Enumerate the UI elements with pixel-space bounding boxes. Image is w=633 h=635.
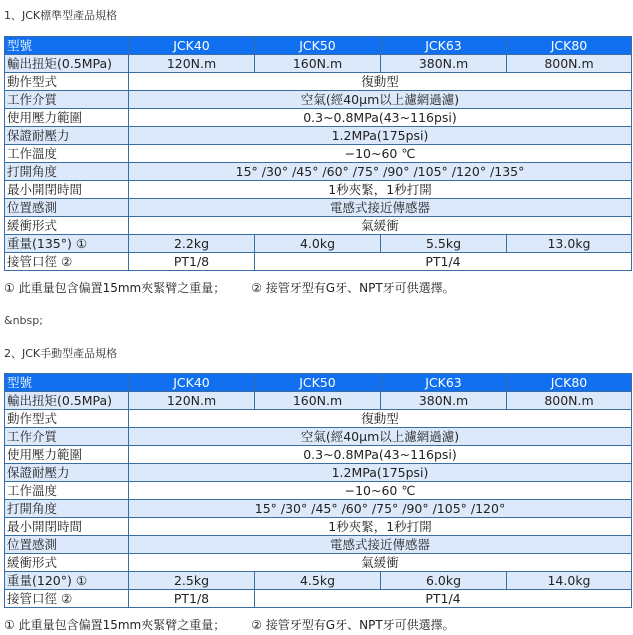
row-label-torque: 輸出扭矩(0.5MPa) (5, 55, 129, 73)
cell-time: 1秒夾緊，1秒打開 (129, 181, 632, 199)
table-row (5, 91, 632, 109)
row-label-torque: 輸出扭矩(0.5MPa) (5, 392, 129, 410)
spacer-text: &nbsp; (4, 314, 43, 327)
cell-action: 復動型 (129, 73, 632, 91)
row-label-sensor: 位置感測 (5, 536, 129, 554)
table-row (5, 73, 632, 91)
cell-temp: −10~60 ℃ (129, 145, 632, 163)
table-row (5, 518, 632, 536)
row-label-temp: 工作溫度 (5, 145, 129, 163)
row-label-angle: 打開角度 (5, 163, 129, 181)
table-row (5, 253, 632, 271)
row-label-action: 動作型式 (5, 73, 129, 91)
row-label-medium: 工作介質 (5, 428, 129, 446)
footnote-weight: ① 此重量包含偏置15mm夾緊臂之重量； (4, 281, 226, 295)
cell-weight-jck50: 4.0kg (255, 235, 381, 253)
row-label-pressure: 使用壓力範圍 (5, 109, 129, 127)
table-row (5, 590, 632, 608)
row-label-time: 最小開閉時間 (5, 518, 129, 536)
cell-time: 1秒夾緊，1秒打開 (129, 518, 632, 536)
row-label-pressure: 使用壓力範圍 (5, 446, 129, 464)
cell-angle: 15° /30° /45° /60° /75° /90° /105° /120° /135° (129, 163, 632, 181)
spec-table-standard (4, 36, 632, 271)
footnote-thread: ② 接管牙型有G牙、NPT牙可供選擇。 (251, 281, 455, 295)
row-label-weight: 重量(120°) ① (5, 572, 129, 590)
cell-port-small: PT1/8 (129, 590, 255, 608)
table-row (5, 500, 632, 518)
cell-weight-jck80: 14.0kg (507, 572, 632, 590)
table-row (5, 199, 632, 217)
cell-torque-jck80: 800N.m (507, 55, 632, 73)
cell-torque-jck50: 160N.m (255, 55, 381, 73)
table-row (5, 55, 632, 73)
cell-proof: 1.2MPa(175psi) (129, 127, 632, 145)
cell-weight-jck40: 2.5kg (129, 572, 255, 590)
table-header-row (5, 37, 632, 55)
cell-cushion: 氣緩衝 (129, 217, 632, 235)
table-row (5, 410, 632, 428)
header-jck50: JCK50 (255, 374, 381, 392)
header-jck80: JCK80 (507, 37, 632, 55)
row-label-port: 接管口徑 ② (5, 590, 129, 608)
cell-weight-jck50: 4.5kg (255, 572, 381, 590)
cell-weight-jck63: 5.5kg (381, 235, 507, 253)
cell-pressure: 0.3~0.8MPa(43~116psi) (129, 109, 632, 127)
cell-torque-jck63: 380N.m (381, 392, 507, 410)
cell-cushion: 氣緩衝 (129, 554, 632, 572)
cell-port-small: PT1/8 (129, 253, 255, 271)
row-label-temp: 工作溫度 (5, 482, 129, 500)
table-row (5, 109, 632, 127)
table-row (5, 446, 632, 464)
table-row (5, 181, 632, 199)
section-1-title: 1、JCK標準型產品規格 (4, 9, 118, 22)
cell-weight-jck63: 6.0kg (381, 572, 507, 590)
table-row (5, 127, 632, 145)
header-jck40: JCK40 (129, 37, 255, 55)
table-row (5, 145, 632, 163)
cell-torque-jck80: 800N.m (507, 392, 632, 410)
footnote-line (4, 279, 455, 296)
cell-action: 復動型 (129, 410, 632, 428)
row-label-cushion: 緩衝形式 (5, 217, 129, 235)
cell-pressure: 0.3~0.8MPa(43~116psi) (129, 446, 632, 464)
cell-torque-jck50: 160N.m (255, 392, 381, 410)
table-row (5, 217, 632, 235)
row-label-proof: 保證耐壓力 (5, 464, 129, 482)
cell-torque-jck63: 380N.m (381, 55, 507, 73)
cell-medium: 空氣(經40μm以上濾網過濾) (129, 428, 632, 446)
table-header-row (5, 374, 632, 392)
cell-torque-jck40: 120N.m (129, 392, 255, 410)
table-row (5, 464, 632, 482)
row-label-medium: 工作介質 (5, 91, 129, 109)
row-label-time: 最小開閉時間 (5, 181, 129, 199)
table-row (5, 392, 632, 410)
cell-medium: 空氣(經40μm以上濾網過濾) (129, 91, 632, 109)
row-label-angle: 打開角度 (5, 500, 129, 518)
header-jck63: JCK63 (381, 374, 507, 392)
cell-angle: 15° /30° /45° /60° /75° /90° /105° /120° (129, 500, 632, 518)
cell-torque-jck40: 120N.m (129, 55, 255, 73)
table-row (5, 554, 632, 572)
table-row (5, 536, 632, 554)
cell-sensor: 電感式接近傳感器 (129, 199, 632, 217)
cell-port-large: PT1/4 (255, 253, 632, 271)
row-label-port: 接管口徑 ② (5, 253, 129, 271)
table-row (5, 428, 632, 446)
cell-weight-jck80: 13.0kg (507, 235, 632, 253)
header-jck50: JCK50 (255, 37, 381, 55)
table-row (5, 482, 632, 500)
cell-sensor: 電感式接近傳感器 (129, 536, 632, 554)
header-jck40: JCK40 (129, 374, 255, 392)
row-label-sensor: 位置感測 (5, 199, 129, 217)
header-model: 型號 (5, 37, 129, 55)
header-model: 型號 (5, 374, 129, 392)
header-jck63: JCK63 (381, 37, 507, 55)
header-jck80: JCK80 (507, 374, 632, 392)
footnote-thread: ② 接管牙型有G牙、NPT牙可供選擇。 (251, 618, 455, 632)
cell-temp: −10~60 ℃ (129, 482, 632, 500)
section-2-title: 2、JCK手動型產品規格 (4, 347, 118, 360)
row-label-cushion: 緩衝形式 (5, 554, 129, 572)
cell-proof: 1.2MPa(175psi) (129, 464, 632, 482)
row-label-action: 動作型式 (5, 410, 129, 428)
spec-table-manual (4, 373, 632, 608)
table-row (5, 235, 632, 253)
table-row (5, 572, 632, 590)
cell-weight-jck40: 2.2kg (129, 235, 255, 253)
row-label-proof: 保證耐壓力 (5, 127, 129, 145)
row-label-weight: 重量(135°) ① (5, 235, 129, 253)
footnote-line (4, 616, 455, 633)
table-row (5, 163, 632, 181)
footnote-weight: ① 此重量包含偏置15mm夾緊臂之重量； (4, 618, 226, 632)
cell-port-large: PT1/4 (255, 590, 632, 608)
